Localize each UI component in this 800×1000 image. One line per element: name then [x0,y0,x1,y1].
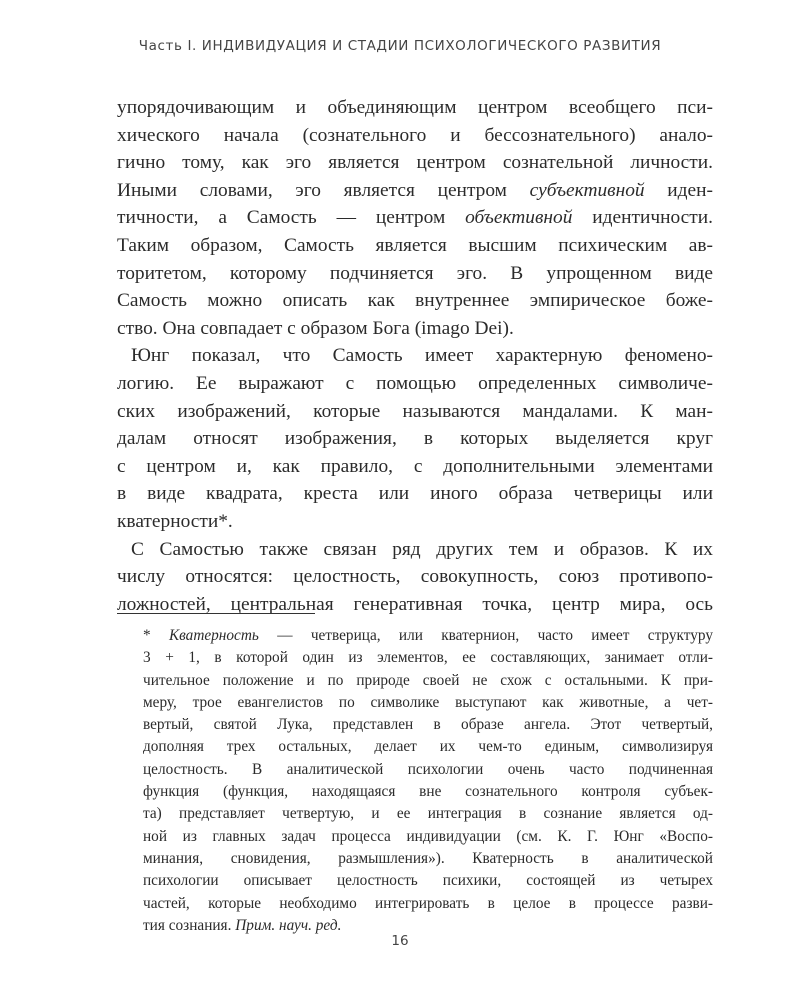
footnote-line: психологии описывает целостность психики, состоящей из четырех [143,872,713,890]
text-line: в виде квадрата, креста или иного образа четверицы или [117,483,713,505]
text-line: гично тому, как эго является центром сознательной личности. [117,152,713,174]
text-line: логию. Ее выражают с помощью определенных символиче- [117,372,713,394]
footnote-reference-line: кватерности*. [117,510,233,532]
footnote-line: * Кватерность — четверица, или кватернион, часто имеет структуру [143,627,713,644]
text-line: числу относятся: целостность, совокупность, союз противопо- [117,566,713,588]
footnote-line: функция (функция, находящаяся вне сознательного контроля субъек- [143,783,713,801]
page-number: 16 [391,933,409,949]
footnote-line: ной из главных задач процесса индивидуации (см. К. Г. Юнг «Воспо- [143,827,713,845]
text-line: ложностей, центральная генеративная точка, центр мира, ось [117,593,713,615]
text-line: торитетом, которому подчиняется эго. В упрощенном виде [117,262,713,284]
text-line: Иными словами, эго является центром субъективной иден- [117,179,713,201]
paragraph [117,536,713,619]
footnote-line: дополняя трех остальных, делает их чем-то единым, символизируя [143,738,713,756]
emphasis-objective: объективной [465,207,573,229]
footnote-line: меру, трое евангелистов по символике выступают как животные, а чет- [143,693,713,711]
footnote-separator [117,613,315,614]
text-line: тичности, а Самость — центром объективной идентичности. [117,207,713,229]
text-line: Таким образом, Самость является высшим психическим ав- [117,234,713,256]
paragraph [117,342,713,535]
footnote-line: частей, которые необходимо интегрировать в целое в процессе разви- [143,894,713,912]
footnote [143,625,713,937]
emphasis-subjective: субъективной [529,179,645,201]
text-line: ство. Она совпадает с образом Бога (imago Dei). [117,317,514,339]
text-line: Самость можно описать как внутреннее эмпирическое боже- [117,290,713,312]
main-text [117,94,713,618]
running-head: Часть I. ИНДИВИДУАЦИЯ И СТАДИИ ПСИХОЛОГИЧЕСКОГО РАЗВИТИЯ [138,38,662,54]
text-line: С Самостью также связан ряд других тем и образов. К их [131,538,713,560]
footnote-term: Кватерность [168,627,259,644]
footnote-line: вертый, святой Лука, представлен в образе ангела. Этот четвертый, [143,716,713,734]
text-line: упорядочивающим и объединяющим центром всеобщего пси- [117,97,713,118]
footnote-line: та) представляет четвертую, и ее интеграция в сознание является од- [143,805,713,823]
editor-note: Прим. науч. ред. [235,916,342,934]
footnote-line: минания, сновидения, размышления»). Кватерность в аналитической [143,849,713,867]
paragraph [117,94,713,342]
text-line: хического начала (сознательного и бессознательного) анало- [117,124,713,146]
footnote-line: тия сознания. Прим. науч. ред. [143,916,342,934]
text-line: далам относят изображения, в которых выделяется круг [117,428,713,450]
footnote-line: 3 + 1, в которой один из элементов, ее составляющих, занимает отли- [143,649,713,667]
text-line: с центром и, как правило, с дополнительными элементами [117,455,713,477]
footnote-line: чительное положение и по природе своей не схож с остальными. К при- [143,671,713,689]
text-line: Юнг показал, что Самость имеет характерную феномено- [131,345,713,367]
footnote-line: целостность. В аналитической психологии очень часто подчиненная [143,760,713,778]
text-line: ских изображений, которые называются мандалами. К ман- [117,400,713,422]
